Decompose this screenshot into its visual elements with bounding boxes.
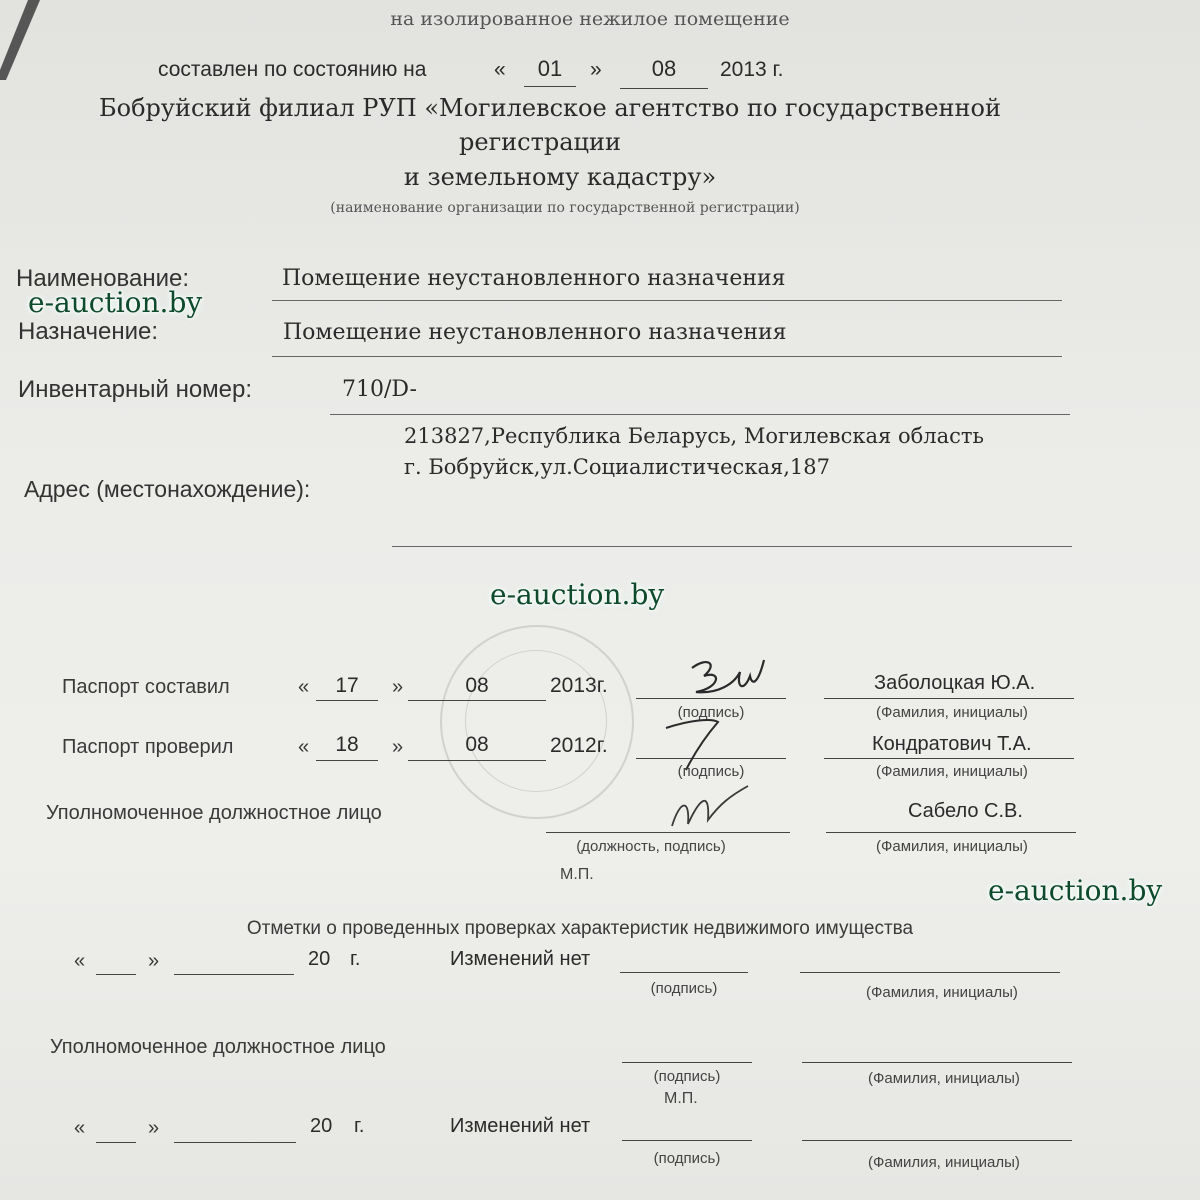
date-day: 01 <box>537 56 563 81</box>
official-signature <box>664 780 754 836</box>
watermark-3: e-auction.by <box>988 874 1163 907</box>
check2-year-suffix: г. <box>354 1115 365 1137</box>
compiled-day: 17 <box>335 674 359 697</box>
check-official-seal: М.П. <box>664 1090 698 1107</box>
date-prefix: составлен по состоянию на <box>158 58 427 81</box>
check-official-label: Уполномоченное должностное лицо <box>50 1036 386 1058</box>
passport-subtitle: на изолированное нежилое помещение <box>390 8 790 30</box>
address-line1: 213827,Республика Беларусь, Могилевская область <box>404 424 984 448</box>
check2-open-quote: « <box>74 1117 86 1139</box>
check2-close-quote: » <box>148 1117 160 1139</box>
check2-no-changes: Изменений нет <box>450 1115 591 1137</box>
org-name-line3: и земельному кадастру» <box>403 163 717 191</box>
address-line2: г. Бобруйск,ул.Социалистическая,187 <box>404 455 830 479</box>
check1-year-suffix: г. <box>350 948 361 970</box>
check1-no-changes: Изменений нет <box>450 948 591 970</box>
check1-sig-caption: (подпись) <box>650 980 718 997</box>
org-name-line2: регистрации <box>459 128 621 156</box>
check1-open-quote: « <box>74 950 86 972</box>
check-official-sig-caption: (подпись) <box>653 1068 721 1085</box>
date-year: 2013 г. <box>720 58 784 81</box>
compiled-person-caption: (Фамилия, инициалы) <box>876 704 1028 721</box>
date-open-quote: « <box>494 58 506 81</box>
purpose-value: Помещение неустановленного назначения <box>283 320 787 345</box>
pen-edge <box>0 0 60 80</box>
watermark-2: e-auction.by <box>490 578 665 611</box>
address-label: Адрес (местонахождение): <box>24 476 311 502</box>
checked-day: 18 <box>335 733 359 756</box>
checked-sig-caption: (подпись) <box>677 763 745 780</box>
checked-label: Паспорт проверил <box>62 736 234 758</box>
compiled-signature <box>678 654 778 704</box>
check2-sig-caption: (подпись) <box>653 1150 721 1167</box>
compiled-label: Паспорт составил <box>62 676 230 698</box>
org-name-line1: Бобруйский филиал РУП «Могилевское агентство по государственной <box>99 94 1001 122</box>
checked-close-quote: » <box>392 736 404 758</box>
checked-month: 08 <box>465 733 489 756</box>
checked-person: Кондратович Т.А. <box>872 733 1032 755</box>
official-seal: М.П. <box>560 866 594 883</box>
date-close-quote: » <box>590 58 602 81</box>
compiled-month: 08 <box>465 674 489 697</box>
purpose-label: Назначение: <box>18 318 159 345</box>
date-month: 08 <box>651 56 677 81</box>
checked-person-caption: (Фамилия, инициалы) <box>876 763 1028 780</box>
name-label: Наименование: <box>16 265 190 292</box>
org-caption: (наименование организации по государственной регистрации) <box>330 200 800 216</box>
compiled-open-quote: « <box>298 676 310 698</box>
compiled-close-quote: » <box>392 676 404 698</box>
checked-year: 2012г. <box>550 734 608 757</box>
official-sig-caption: (должность, подпись) <box>576 838 726 855</box>
check-official-person-caption: (Фамилия, инициалы) <box>868 1070 1020 1087</box>
check1-close-quote: » <box>148 950 160 972</box>
checks-title: Отметки о проведенных проверках характеристик недвижимого имущества <box>246 918 914 939</box>
watermark-1: e-auction.by <box>28 286 203 319</box>
official-person-caption: (Фамилия, инициалы) <box>876 838 1028 855</box>
compiled-person: Заболоцкая Ю.А. <box>874 672 1036 694</box>
official-label: Уполномоченное должностное лицо <box>46 802 382 824</box>
check1-person-caption: (Фамилия, инициалы) <box>866 984 1018 1001</box>
name-value: Помещение неустановленного назначения <box>282 266 786 291</box>
checked-open-quote: « <box>298 736 310 758</box>
inventory-value: 710/D- <box>342 377 417 402</box>
official-person: Сабело С.В. <box>908 800 1023 822</box>
check2-year: 20 <box>310 1115 333 1137</box>
compiled-year: 2013г. <box>550 674 608 697</box>
check1-year: 20 <box>308 948 331 970</box>
seal-stamp-inner <box>465 650 607 792</box>
compiled-sig-caption: (подпись) <box>677 704 745 721</box>
inventory-label: Инвентарный номер: <box>18 376 253 403</box>
check2-person-caption: (Фамилия, инициалы) <box>868 1154 1020 1171</box>
